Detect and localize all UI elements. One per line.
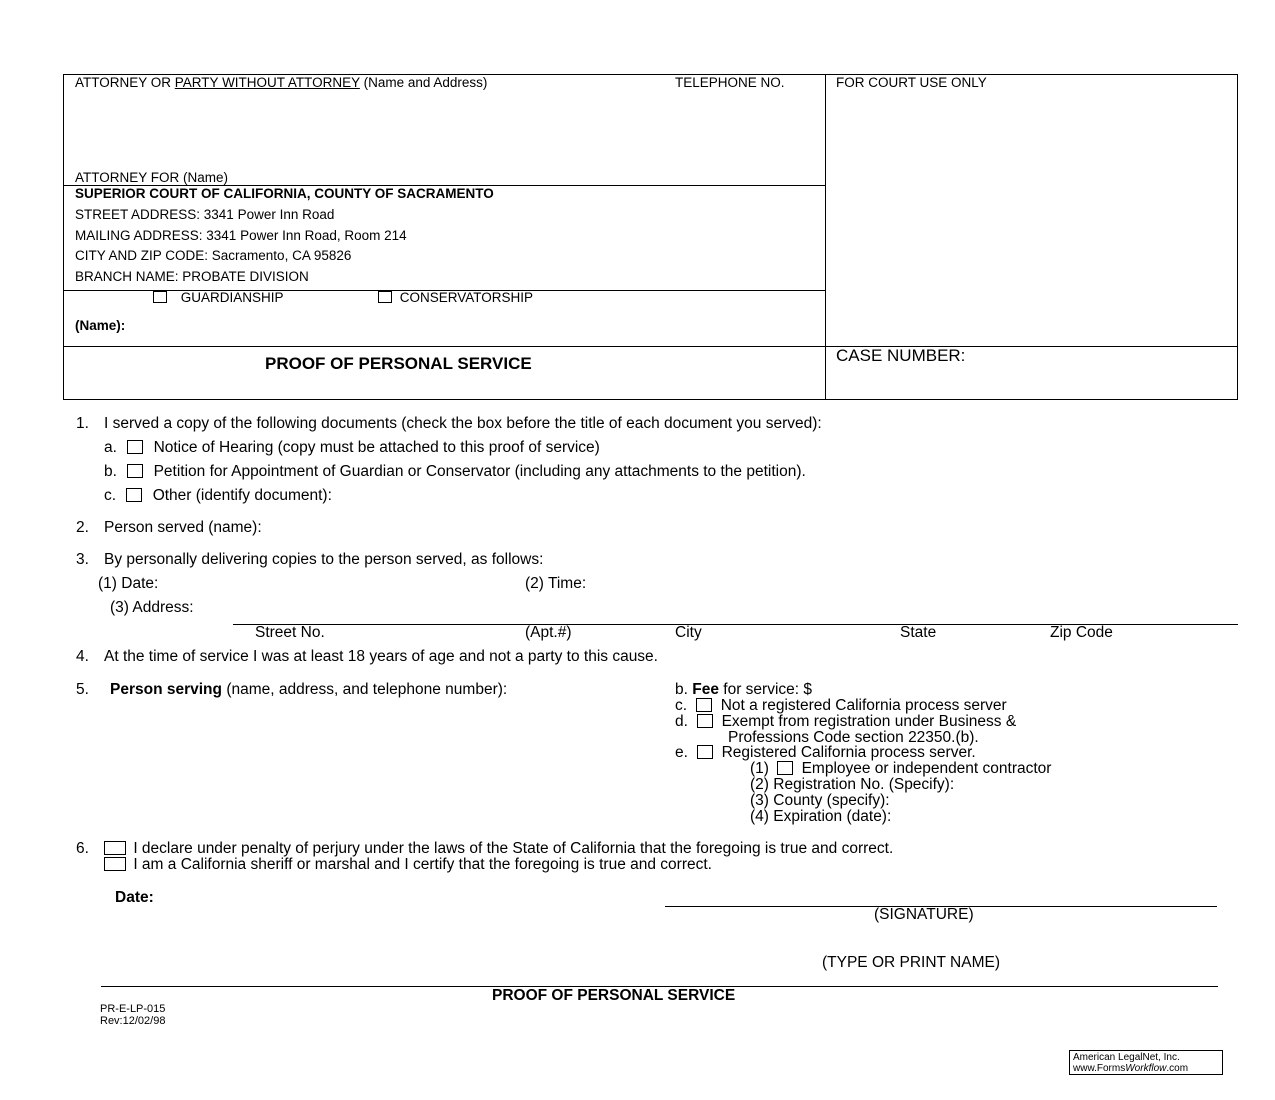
case-number-label: CASE NUMBER: [836, 346, 966, 365]
item5-d-letter: d. [675, 713, 688, 730]
legalnet-logo [1069, 1050, 1223, 1075]
sheriff-checkbox[interactable] [104, 857, 126, 871]
notice-of-hearing-checkbox[interactable] [127, 440, 143, 454]
person-serving-label [110, 681, 507, 699]
conservatorship-option[interactable] [378, 290, 533, 305]
court-use-label: FOR COURT USE ONLY [836, 75, 987, 90]
logo-line1: American LegalNet, Inc. [1073, 1052, 1180, 1063]
revision: Rev:12/02/98 [100, 1015, 166, 1027]
zip-label: Zip Code [1050, 624, 1113, 641]
item1-c-text: Other (identify document): [152, 487, 332, 504]
print-name-label: (TYPE OR PRINT NAME) [822, 954, 1000, 971]
attorney-label [75, 75, 487, 90]
name-label: (Name): [75, 318, 126, 333]
city-label: City [675, 624, 702, 641]
guardianship-option[interactable] [153, 290, 284, 305]
guardianship-checkbox[interactable] [153, 291, 167, 303]
state-label: State [900, 624, 937, 641]
service-address-label: (3) Address: [110, 599, 194, 616]
mailing-address: MAILING ADDRESS: 3341 Power Inn Road, Room 214 [75, 228, 407, 243]
logo-line2 [1073, 1063, 1219, 1074]
item1-b-letter: b. [104, 463, 117, 480]
item5-number: 5. [76, 681, 89, 698]
guardianship-label: GUARDIANSHIP [180, 290, 284, 305]
item5-e1-text: Employee or independent contractor [801, 760, 1052, 777]
fee-rest: for service: $ [723, 681, 813, 698]
item2-number: 2. [76, 519, 89, 536]
logo-com: .com [1166, 1063, 1189, 1074]
title-divider [63, 346, 1238, 347]
telephone-label: TELEPHONE NO. [675, 75, 785, 90]
person-serving-bold: Person serving [110, 681, 222, 698]
item4-text: At the time of service I was at least 18 years of age and not a party to this cause. [104, 648, 658, 665]
caption-divider [825, 74, 826, 400]
declare-text: I declare under penalty of perjury under the laws of the State of California that the foregoing is true and correct. [133, 840, 894, 857]
item1-c[interactable] [104, 487, 332, 505]
sheriff-text: I am a California sheriff or marshal and I certify that the foregoing is true and correct. [133, 856, 712, 873]
item1-b-text: Petition for Appointment of Guardian or Conservator (including any attachments to the petition). [153, 463, 806, 480]
item5-e-text: Registered California process server. [721, 744, 976, 761]
not-registered-checkbox[interactable] [696, 698, 712, 712]
signature-date-label: Date: [115, 889, 154, 906]
service-time-label: (2) Time: [525, 575, 587, 592]
registration-no-label: (2) Registration No. (Specify): [750, 776, 955, 793]
item1-a[interactable] [104, 439, 600, 457]
item2-text: Person served (name): [104, 519, 262, 536]
form-id: PR-E-LP-015 [100, 1003, 166, 1015]
item1-a-letter: a. [104, 439, 117, 456]
county-label: (3) County (specify): [750, 792, 890, 809]
logo-workflow: Workflow [1125, 1063, 1167, 1074]
fee-prefix: b. [675, 681, 688, 698]
item5-d-text2: Professions Code section 22350.(b). [728, 729, 979, 746]
employee-checkbox[interactable] [777, 761, 793, 775]
item4-number: 4. [76, 648, 89, 665]
item1-b[interactable] [104, 463, 806, 481]
item3-number: 3. [76, 551, 89, 568]
conservatorship-label: CONSERVATORSHIP [399, 290, 534, 305]
petition-checkbox[interactable] [127, 464, 143, 478]
attorney-suffix: (Name and Address) [363, 75, 488, 90]
sheriff-option[interactable] [104, 856, 712, 874]
item1-a-text: Notice of Hearing (copy must be attached to this proof of service) [153, 439, 600, 456]
item3-text: By personally delivering copies to the person served, as follows: [104, 551, 544, 568]
court-name: SUPERIOR COURT OF CALIFORNIA, COUNTY OF SACRAMENTO [75, 186, 494, 201]
logo-forms: www.Forms [1073, 1063, 1126, 1074]
attorney-party: PARTY WITHOUT ATTORNEY [174, 75, 360, 90]
registered-checkbox[interactable] [697, 745, 713, 759]
attorney-prefix: ATTORNEY OR [75, 75, 172, 90]
street-address: STREET ADDRESS: 3341 Power Inn Road [75, 207, 335, 222]
city-zip: CITY AND ZIP CODE: Sacramento, CA 95826 [75, 248, 352, 263]
item1-number: 1. [76, 415, 89, 432]
item5-e-letter: e. [675, 744, 688, 761]
other-document-checkbox[interactable] [126, 488, 142, 502]
branch-name: BRANCH NAME: PROBATE DIVISION [75, 269, 309, 284]
item5-c-text: Not a registered California process server [720, 697, 1007, 714]
form-title: PROOF OF PERSONAL SERVICE [265, 354, 532, 373]
attorney-for-label: ATTORNEY FOR (Name) [75, 170, 229, 185]
signature-label: (SIGNATURE) [874, 906, 974, 923]
service-date-label: (1) Date: [98, 575, 159, 592]
exempt-checkbox[interactable] [697, 714, 713, 728]
expiration-label: (4) Expiration (date): [750, 808, 892, 825]
item6-number: 6. [76, 840, 89, 857]
declare-checkbox[interactable] [104, 841, 126, 855]
item5-d-text1: Exempt from registration under Business & [721, 713, 1017, 730]
person-serving-rest: (name, address, and telephone number): [226, 681, 508, 698]
item5-c-letter: c. [675, 697, 688, 714]
item1-text: I served a copy of the following documents (check the box before the title of each document you served): [104, 415, 822, 432]
item5-e1-number: (1) [750, 760, 769, 777]
fee-bold: Fee [692, 681, 719, 698]
item1-c-letter: c. [104, 487, 117, 504]
footer-title: PROOF OF PERSONAL SERVICE [492, 987, 736, 1004]
apt-label: (Apt.#) [525, 624, 572, 641]
street-no-label: Street No. [255, 624, 325, 641]
conservatorship-checkbox[interactable] [378, 291, 392, 303]
